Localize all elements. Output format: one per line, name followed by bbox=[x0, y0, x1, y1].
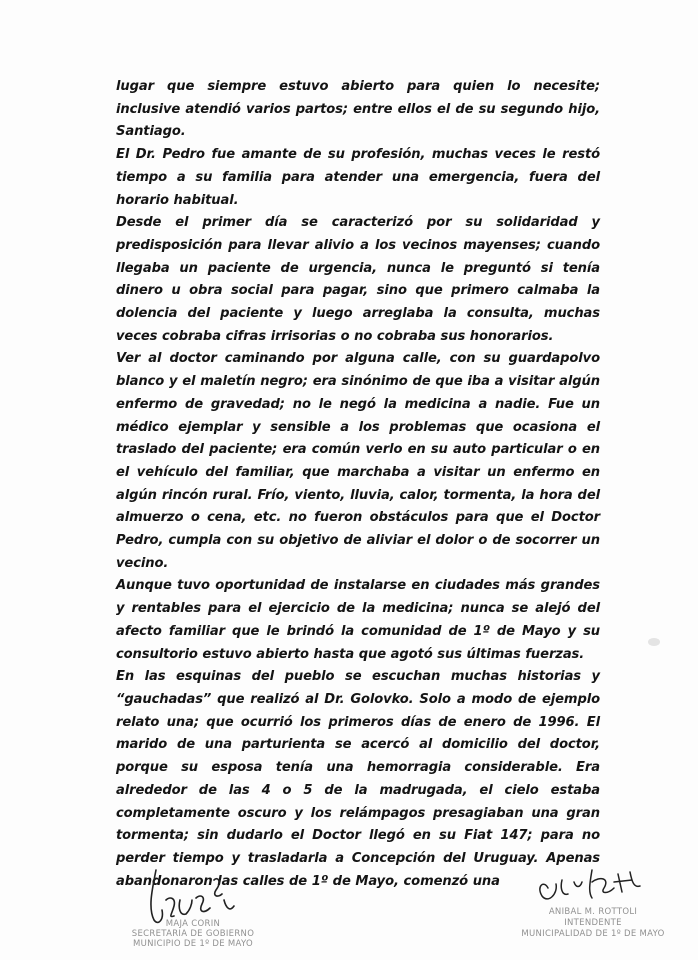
stamp-title-line: SECRETARIA DE GOBIERNO bbox=[131, 929, 255, 939]
secretary-signature-block bbox=[118, 860, 268, 956]
paragraph-3: Desde el primer día se caracterizó por su solidaridad y predisposición para llevar alivio a los vecinos mayenses; cuando llegaba un paciente de urgencia, nunca le preguntó si tenía dinero u obra social para pagar, sino que primero calmaba la dolencia del paciente y luego arreglaba la consulta, muchas veces cobraba cifras irrisorias o no cobraba sus honorarios. bbox=[116, 215, 600, 344]
paragraph-4: Ver al doctor caminando por alguna calle, con su guardapolvo blanco y el maletín negro; era sinónimo de que iba a visitar algún enfermo de gravedad; no le negó la medicina a nadie. Fue un médico ejemplar y sensible a los problemas que ocasiona el traslado del paciente; era común verlo en su auto particular o en el vehículo del familiar, que marchaba a visitar un enfermo en algún rincón rural. Frío, viento, lluvia, calor, tormenta, la hora del almuerzo o cena, etc. no fueron obstáculos para que el Doctor Pedro, cumpla con su objetivo de aliviar el dolor o de socorrer un vecino. bbox=[116, 351, 600, 571]
mayor-signature-icon bbox=[518, 858, 668, 954]
stamp-municipality-line: MUNICIPALIDAD DE 1º DE MAYO bbox=[521, 929, 665, 939]
letter-body bbox=[116, 76, 600, 893]
stamp-municipality-line: MUNICIPIO DE 1º DE MAYO bbox=[132, 939, 254, 949]
paragraph-2: El Dr. Pedro fue amante de su profesión, muchas veces le restó tiempo a su familia para atender una emergencia, fuera del horario habitual. bbox=[116, 147, 600, 208]
paragraph-1: lugar que siempre estuvo abierto para quien lo necesite; inclusive atendió varios partos; entre ellos el de su segundo hijo, Santiago. bbox=[116, 79, 600, 140]
paragraph-5: Aunque tuvo oportunidad de instalarse en ciudades más grandes y rentables para el ejercicio de la medicina; nunca se alejó del afecto familiar que le brindó la comunidad de 1º de Mayo y su consultorio estuvo abierto hasta que agotó sus últimas fuerzas. bbox=[116, 578, 600, 662]
stamp-name-line: MAJA CORIN bbox=[165, 919, 221, 929]
stamp-name-line: ANIBAL M. ROTTOLI bbox=[548, 907, 638, 917]
mayor-signature-block bbox=[518, 858, 668, 954]
stamp-title-line: INTENDENTE bbox=[564, 918, 622, 928]
scan-smudge bbox=[648, 638, 660, 646]
paragraph-6: En las esquinas del pueblo se escuchan muchas historias y “gauchadas” que realizó al Dr. Golovko. Solo a modo de ejemplo relato una; que ocurrió los primeros días de enero de 1996. El marido de una parturienta se acercó al domicilio del doctor, porque su esposa tenía una hemorragia considerable. Era alrededor de las 4 o 5 de la madrugada, el cielo estaba completamente oscuro y los relámpagos presagiaban una gran tormenta; sin dudarlo el Doctor llegó en su Fiat 147; para no perder tiempo y trasladarla a Concepción del Uruguay. Apenas abandonaron las calles de 1º de Mayo, comenzó una bbox=[116, 669, 600, 889]
